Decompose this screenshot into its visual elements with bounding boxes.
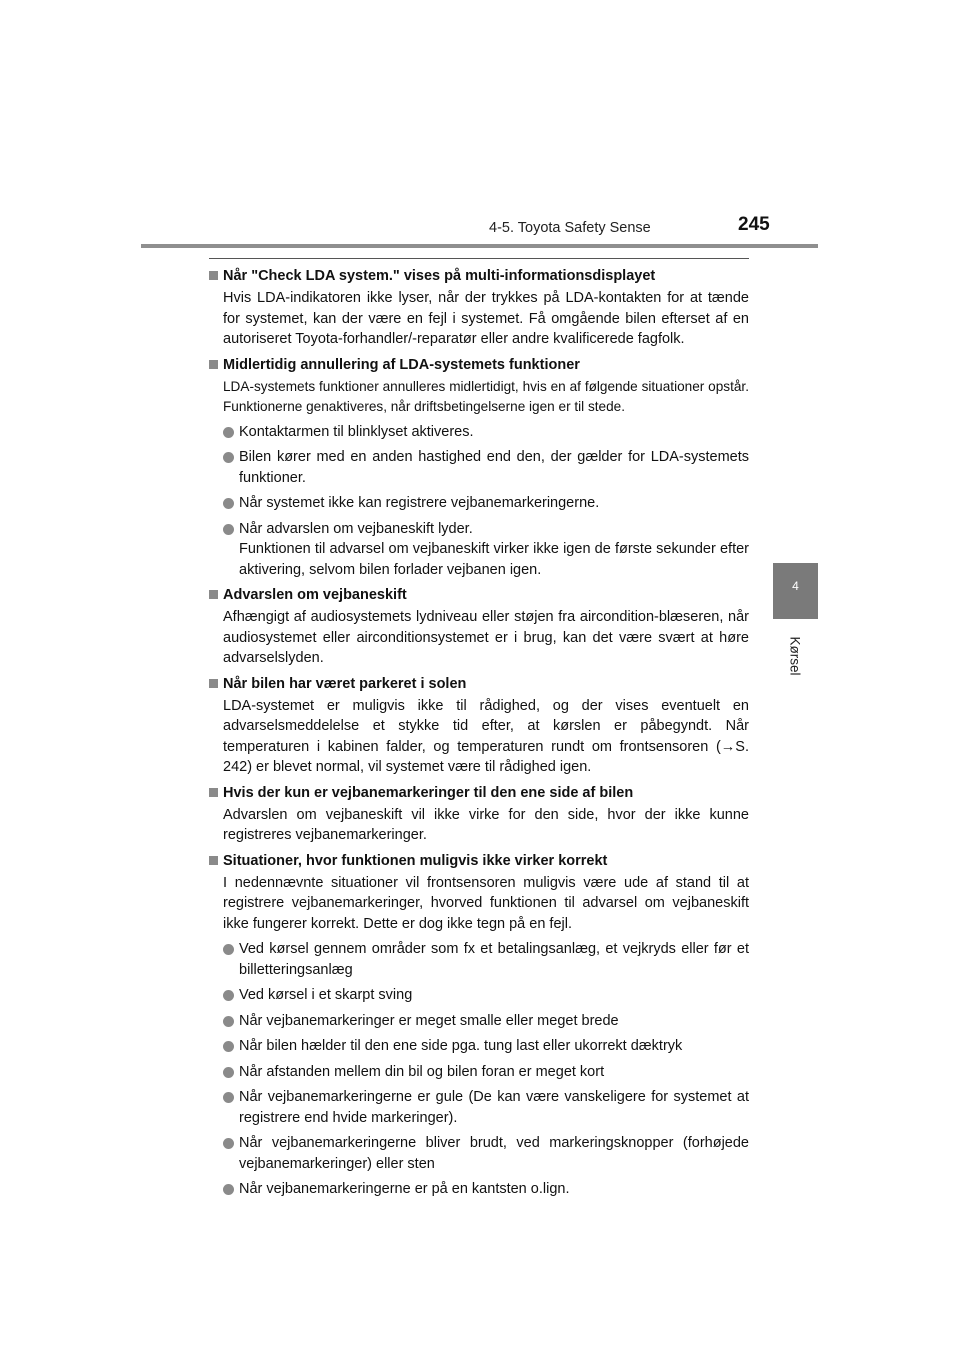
list-item: Når vejbanemarkeringerne er gule (De kan være vanskeligere for systemet at registrere end hvide markeringer). [223, 1087, 749, 1128]
circle-bullet-icon [223, 1092, 234, 1103]
chapter-label [782, 626, 808, 686]
content-divider [209, 258, 749, 259]
chapter-number: 4 [792, 579, 799, 593]
section-heading: Når bilen har været parkeret i solen [223, 675, 467, 692]
list-item: Når afstanden mellem din bil og bilen foran er meget kort [223, 1062, 749, 1083]
chapter-tab [773, 563, 818, 619]
circle-bullet-icon [223, 990, 234, 1001]
section-malfunction-situations [209, 851, 749, 1200]
header-divider [141, 244, 818, 248]
circle-bullet-icon [223, 1016, 234, 1027]
list-item: Kontaktarmen til blinklyset aktiveres. [223, 422, 749, 443]
list-item: Når vejbanemarkeringer er meget smalle eller meget brede [223, 1011, 749, 1032]
chapter-label-text: Kørsel [787, 636, 803, 676]
section-lane-warning [209, 585, 749, 669]
circle-bullet-icon [223, 427, 234, 438]
circle-bullet-icon [223, 498, 234, 509]
square-bullet-icon [209, 590, 218, 599]
circle-bullet-icon [223, 452, 234, 463]
circle-bullet-icon [223, 1138, 234, 1149]
list-item: Når systemet ikke kan registrere vejbanemarkeringerne. [223, 493, 749, 514]
square-bullet-icon [209, 679, 218, 688]
list-item: Når vejbanemarkeringerne bliver brudt, ved markeringsknopper (forhøjede vejbanemarkeringer) eller sten [223, 1133, 749, 1174]
page-number: 245 [738, 214, 770, 235]
section-text: LDA-systemet er muligvis ikke til rådighed, og der vises eventuelt en advarselsmeddelelse et stykke tid efter, at kørslen er påbegyndt. Når temperaturen i kabinen falder, og temperaturen rundt om frontsensoren (→S. 242) er blevet normal, vil systemet være til rådighed igen. [223, 697, 749, 775]
section-heading: Når "Check LDA system." vises på multi-informationsdisplayet [223, 268, 656, 284]
section-text: Afhængigt af audiosystemets lydniveau eller støjen fra aircondition-blæseren, når audiosystemet eller airconditionsystemet er i brug, kan det være svært at høre advarselslyden. [223, 609, 749, 666]
section-heading: Midlertidig annullering af LDA-systemets funktioner [223, 356, 580, 373]
square-bullet-icon [209, 271, 218, 280]
section-temporary-cancel [209, 355, 749, 581]
square-bullet-icon [209, 856, 218, 865]
bullet-list [223, 939, 749, 1200]
list-item: Bilen kører med en anden hastighed end den, der gælder for LDA-systemets funktioner. [223, 447, 749, 488]
list-item-continuation: Funktionen til advarsel om vejbaneskift virker ikke igen de første sekunder efter aktivering, selvom bilen forlader vejbanen igen. [239, 541, 749, 578]
list-item: Ved kørsel i et skarpt sving [223, 985, 749, 1006]
section-check-lda [209, 266, 749, 350]
section-text: Advarslen om vejbaneskift vil ikke virke for den side, hvor der ikke kunne registreres vejbanemarkeringer. [223, 806, 749, 843]
page-content [209, 266, 749, 1205]
section-heading: Hvis der kun er vejbanemarkeringer til den ene side af bilen [223, 784, 634, 801]
square-bullet-icon [209, 788, 218, 797]
list-item: Når advarslen om vejbaneskift lyder. Funktionen til advarsel om vejbaneskift virker ikke igen de første sekunder efter aktivering, selvom bilen forlader vejbanen igen. [223, 519, 749, 581]
section-text: I nedennævnte situationer vil frontsensoren muligvis være ude af stand til at registrere vejbanemarkeringer, hvorved funktionen til advarsel om vejbaneskift ikke fungerer korrekt. Dette er dog ikke tegn på en fejl. [223, 874, 749, 932]
header-section-title: 4-5. Toyota Safety Sense [489, 220, 651, 236]
section-text: Hvis LDA-indikatoren ikke lyser, når der trykkes på LDA-kontakten for at tænde for systemet, kan der være en fejl i systemet. Få omgående bilen efterset af en autoriseret Toyota-forhandler/-reparatør eller andre kvalificerede fagfolk. [223, 290, 749, 347]
circle-bullet-icon [223, 524, 234, 535]
circle-bullet-icon [223, 1041, 234, 1052]
circle-bullet-icon [223, 1067, 234, 1078]
circle-bullet-icon [223, 1184, 234, 1195]
list-item: Når vejbanemarkeringerne er på en kantsten o.lign. [223, 1179, 749, 1200]
section-heading: Situationer, hvor funktionen muligvis ikke virker korrekt [223, 852, 608, 869]
section-text: LDA-systemets funktioner annulleres midlertidigt, hvis en af følgende situationer opstår. Funktionerne genaktiveres, når driftsbetingelserne igen er til stede. [223, 378, 749, 414]
bullet-list [223, 422, 749, 581]
section-parked-sun [209, 674, 749, 778]
section-one-side-markings [209, 783, 749, 846]
square-bullet-icon [209, 360, 218, 369]
section-heading: Advarslen om vejbaneskift [223, 587, 407, 603]
list-item: Når bilen hælder til den ene side pga. tung last eller ukorrekt dæktryk [223, 1036, 749, 1057]
list-item: Ved kørsel gennem områder som fx et betalingsanlæg, et vejkryds eller før et billetteringsanlæg [223, 939, 749, 980]
circle-bullet-icon [223, 944, 234, 955]
